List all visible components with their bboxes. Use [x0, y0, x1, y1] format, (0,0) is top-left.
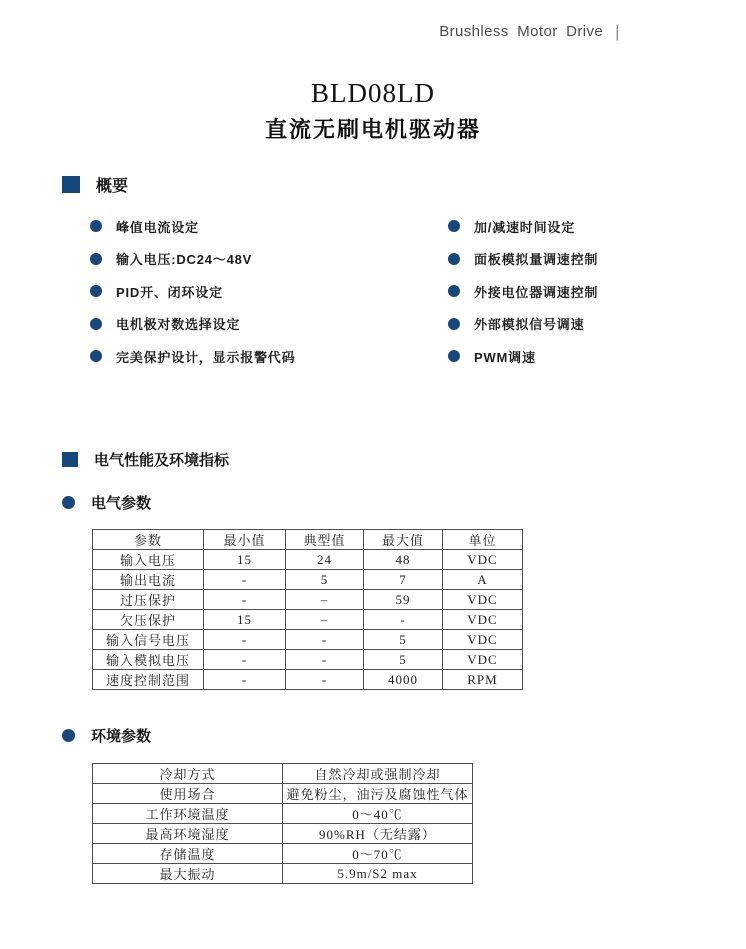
overview-heading-label: 概要 — [96, 178, 129, 195]
env-row — [93, 804, 473, 824]
subsection-dot-icon — [62, 729, 75, 742]
elec-cell: 5 — [286, 570, 364, 590]
elec-header-row — [93, 530, 523, 550]
env-value-cell: 0～40℃ — [283, 804, 473, 824]
specs-heading-label: 电气性能及环境指标 — [94, 452, 230, 469]
feature-item — [448, 216, 598, 236]
env-row — [93, 784, 473, 804]
elec-cell: 过压保护 — [93, 590, 204, 610]
elec-cell: - — [204, 590, 286, 610]
feature-label: 完美保护设计，显示报警代码 — [116, 349, 296, 365]
elec-cell: VDC — [443, 630, 523, 650]
environment-parameters-table — [92, 763, 473, 884]
feature-item — [90, 281, 295, 301]
elec-cell: 48 — [364, 550, 443, 570]
env-param-cell: 使用场合 — [93, 784, 283, 804]
environment-subheading — [62, 725, 151, 746]
feature-label: 外接电位器调速控制 — [474, 284, 599, 300]
elec-row — [93, 570, 523, 590]
specs-section-heading — [62, 449, 229, 470]
env-param-cell: 冷却方式 — [93, 764, 283, 784]
bullet-dot-icon — [448, 318, 460, 330]
feature-label: 峰值电流设定 — [116, 219, 199, 235]
feature-label: PWM调速 — [474, 349, 536, 365]
model-title: BLD08LD — [311, 78, 435, 108]
elec-cell: – — [286, 610, 364, 630]
elec-cell: 输入信号电压 — [93, 630, 204, 650]
feature-item — [448, 314, 598, 334]
elec-cell: VDC — [443, 650, 523, 670]
bullet-dot-icon — [90, 318, 102, 330]
elec-cell: A — [443, 570, 523, 590]
product-title: 直流无刷电机驱动器 — [264, 117, 481, 142]
feature-label: PID开、闭环设定 — [116, 284, 223, 300]
elec-cell: - — [204, 670, 286, 690]
elec-row — [93, 670, 523, 690]
feature-item — [90, 314, 295, 334]
feature-label: 加/减速时间设定 — [474, 219, 576, 235]
elec-cell: VDC — [443, 550, 523, 570]
env-param-cell: 工作环境温度 — [93, 804, 283, 824]
feature-list-right — [448, 216, 598, 379]
elec-cell: - — [286, 650, 364, 670]
bullet-dot-icon — [90, 350, 102, 362]
elec-cell: RPM — [443, 670, 523, 690]
elec-col-header: 典型值 — [286, 530, 364, 550]
doc-header-title: Brushless Motor Drive — [439, 23, 604, 40]
bullet-dot-icon — [90, 253, 102, 265]
elec-cell: VDC — [443, 590, 523, 610]
elec-cell: 欠压保护 — [93, 610, 204, 630]
elec-cell: - — [204, 650, 286, 670]
feature-label: 外部模拟信号调速 — [474, 317, 585, 332]
elec-row — [93, 650, 523, 670]
env-row — [93, 864, 473, 884]
elec-cell: 5 — [364, 630, 443, 650]
env-value-cell: 0～70℃ — [283, 844, 473, 864]
header-divider-bar: | — [615, 22, 620, 41]
electrical-parameters-table — [92, 529, 523, 690]
elec-row — [93, 590, 523, 610]
elec-cell: 输入模拟电压 — [93, 650, 204, 670]
elec-cell: - — [204, 570, 286, 590]
subsection-dot-icon — [62, 496, 75, 509]
bullet-dot-icon — [90, 285, 102, 297]
bullet-dot-icon — [448, 253, 460, 265]
elec-row — [93, 550, 523, 570]
bullet-dot-icon — [90, 220, 102, 232]
feature-label: 输入电压:DC24～48V — [116, 252, 253, 267]
elec-cell: 输入电压 — [93, 550, 204, 570]
feature-label: 电机极对数选择设定 — [116, 317, 241, 332]
elec-cell: 5 — [364, 650, 443, 670]
env-param-cell: 最高环境湿度 — [93, 824, 283, 844]
env-value-cell: 自然冷却或强制冷却 — [283, 764, 473, 784]
elec-cell: – — [286, 590, 364, 610]
environment-heading-label: 环境参数 — [91, 728, 152, 745]
env-param-cell: 最大振动 — [93, 864, 283, 884]
elec-cell: 7 — [364, 570, 443, 590]
env-row — [93, 844, 473, 864]
env-row — [93, 764, 473, 784]
overview-section-heading — [62, 173, 128, 196]
elec-cell: 输出电流 — [93, 570, 204, 590]
feature-item — [90, 216, 295, 236]
feature-list-left — [90, 216, 295, 379]
elec-cell: 4000 — [364, 670, 443, 690]
elec-cell: VDC — [443, 610, 523, 630]
electrical-subheading — [62, 492, 151, 513]
section-square-icon — [62, 452, 78, 467]
feature-item — [448, 249, 598, 269]
elec-cell: - — [204, 630, 286, 650]
bullet-dot-icon — [448, 350, 460, 362]
bullet-dot-icon — [448, 285, 460, 297]
env-param-cell: 存储温度 — [93, 844, 283, 864]
bullet-dot-icon — [448, 220, 460, 232]
elec-cell: - — [364, 610, 443, 630]
feature-item — [90, 346, 295, 366]
env-value-cell: 5.9m/S2 max — [283, 864, 473, 884]
elec-cell: 速度控制范围 — [93, 670, 204, 690]
feature-label: 面板模拟量调速控制 — [474, 252, 599, 267]
elec-cell: - — [286, 630, 364, 650]
elec-col-header: 单位 — [443, 530, 523, 550]
elec-cell: - — [286, 670, 364, 690]
elec-cell: 59 — [364, 590, 443, 610]
title-block — [0, 78, 746, 144]
elec-row — [93, 610, 523, 630]
elec-cell: 15 — [204, 550, 286, 570]
elec-cell: 24 — [286, 550, 364, 570]
feature-item — [448, 346, 598, 366]
elec-col-header: 最大值 — [364, 530, 443, 550]
env-value-cell: 90%RH（无结露） — [283, 824, 473, 844]
electrical-heading-label: 电气参数 — [91, 495, 152, 512]
env-row — [93, 824, 473, 844]
feature-item — [90, 249, 295, 269]
elec-cell: 15 — [204, 610, 286, 630]
elec-row — [93, 630, 523, 650]
elec-col-header: 参数 — [93, 530, 204, 550]
elec-col-header: 最小值 — [204, 530, 286, 550]
doc-header — [0, 22, 620, 42]
section-square-icon — [62, 176, 80, 193]
env-value-cell: 避免粉尘，油污及腐蚀性气体 — [283, 784, 473, 804]
feature-item — [448, 281, 598, 301]
